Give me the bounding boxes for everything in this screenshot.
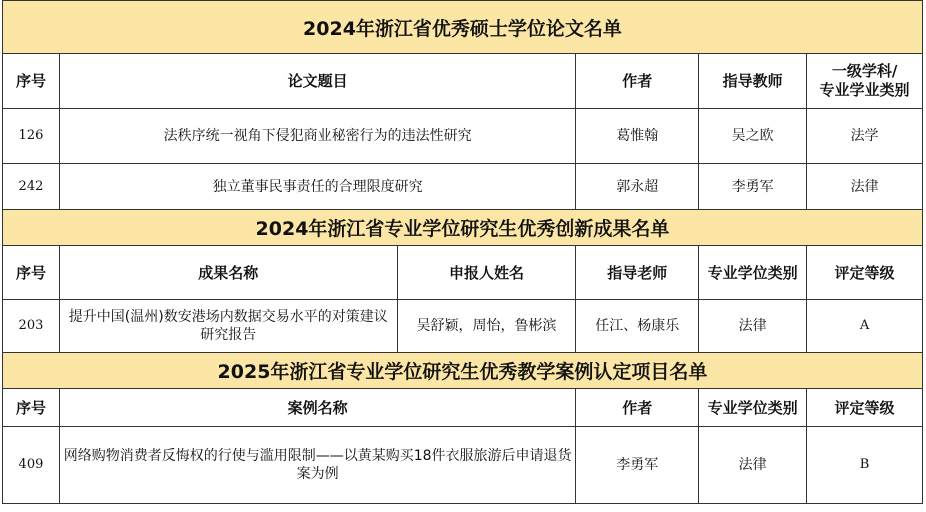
table-row xyxy=(2,108,923,163)
cell-category: 法律 xyxy=(699,299,807,352)
header-author: 作者 xyxy=(576,53,699,108)
header-category: 专业学位类别 xyxy=(699,388,807,426)
header-subject-line2: 专业学业类别 xyxy=(819,81,910,99)
header-advisor: 指导教师 xyxy=(699,53,807,108)
cell-grade: B xyxy=(807,426,923,504)
section3-title: 2025年浙江省专业学位研究生优秀教学案例认定项目名单 xyxy=(2,352,923,388)
header-advisor: 指导老师 xyxy=(576,245,699,299)
section3-header-row xyxy=(2,388,923,426)
cell-topic: 法秩序统一视角下侵犯商业秘密行为的违法性研究 xyxy=(60,108,576,163)
header-grade: 评定等级 xyxy=(807,388,923,426)
cell-no: 203 xyxy=(3,299,60,352)
cell-no: 242 xyxy=(3,163,60,209)
header-name: 成果名称 xyxy=(60,245,398,299)
cell-name: 网络购物消费者反悔权的行使与滥用限制——以黄某购买18件衣服旅游后申请退货案为例 xyxy=(60,426,576,504)
cell-author: 葛惟翰 xyxy=(576,108,699,163)
cell-subject: 法学 xyxy=(807,108,923,163)
cell-no: 126 xyxy=(3,108,60,163)
cell-advisor: 任江、杨康乐 xyxy=(576,299,699,352)
header-subject-line1: 一级学科/ xyxy=(831,62,898,80)
table-row xyxy=(2,426,923,504)
header-no: 序号 xyxy=(3,245,60,299)
cell-topic: 独立董事民事责任的合理限度研究 xyxy=(60,163,576,209)
cell-no: 409 xyxy=(3,426,60,504)
section1-title: 2024年浙江省优秀硕士学位论文名单 xyxy=(2,0,923,53)
header-grade: 评定等级 xyxy=(807,245,923,299)
table-row xyxy=(2,163,923,209)
cell-subject: 法律 xyxy=(807,163,923,209)
header-category: 专业学位类别 xyxy=(699,245,807,299)
cell-applicants: 吴舒颖，周怡，鲁彬滨 xyxy=(398,299,577,352)
header-no: 序号 xyxy=(3,388,60,426)
cell-advisor: 李勇军 xyxy=(699,163,807,209)
table-row xyxy=(2,299,923,352)
header-subject xyxy=(807,53,923,108)
cell-grade: A xyxy=(807,299,923,352)
section2-header-row xyxy=(2,245,923,299)
header-name: 案例名称 xyxy=(60,388,576,426)
cell-name: 提升中国(温州)数安港场内数据交易水平的对策建议研究报告 xyxy=(60,299,398,352)
cell-category: 法律 xyxy=(699,426,807,504)
section1-header-row xyxy=(2,53,923,108)
header-no: 序号 xyxy=(3,53,60,108)
section2-title: 2024年浙江省专业学位研究生优秀创新成果名单 xyxy=(2,209,923,245)
spreadsheet xyxy=(2,0,923,504)
cell-advisor: 吴之欧 xyxy=(699,108,807,163)
header-applicants: 申报人姓名 xyxy=(398,245,577,299)
cell-author: 李勇军 xyxy=(576,426,699,504)
header-topic: 论文题目 xyxy=(60,53,576,108)
cell-author: 郭永超 xyxy=(576,163,699,209)
header-author: 作者 xyxy=(576,388,699,426)
